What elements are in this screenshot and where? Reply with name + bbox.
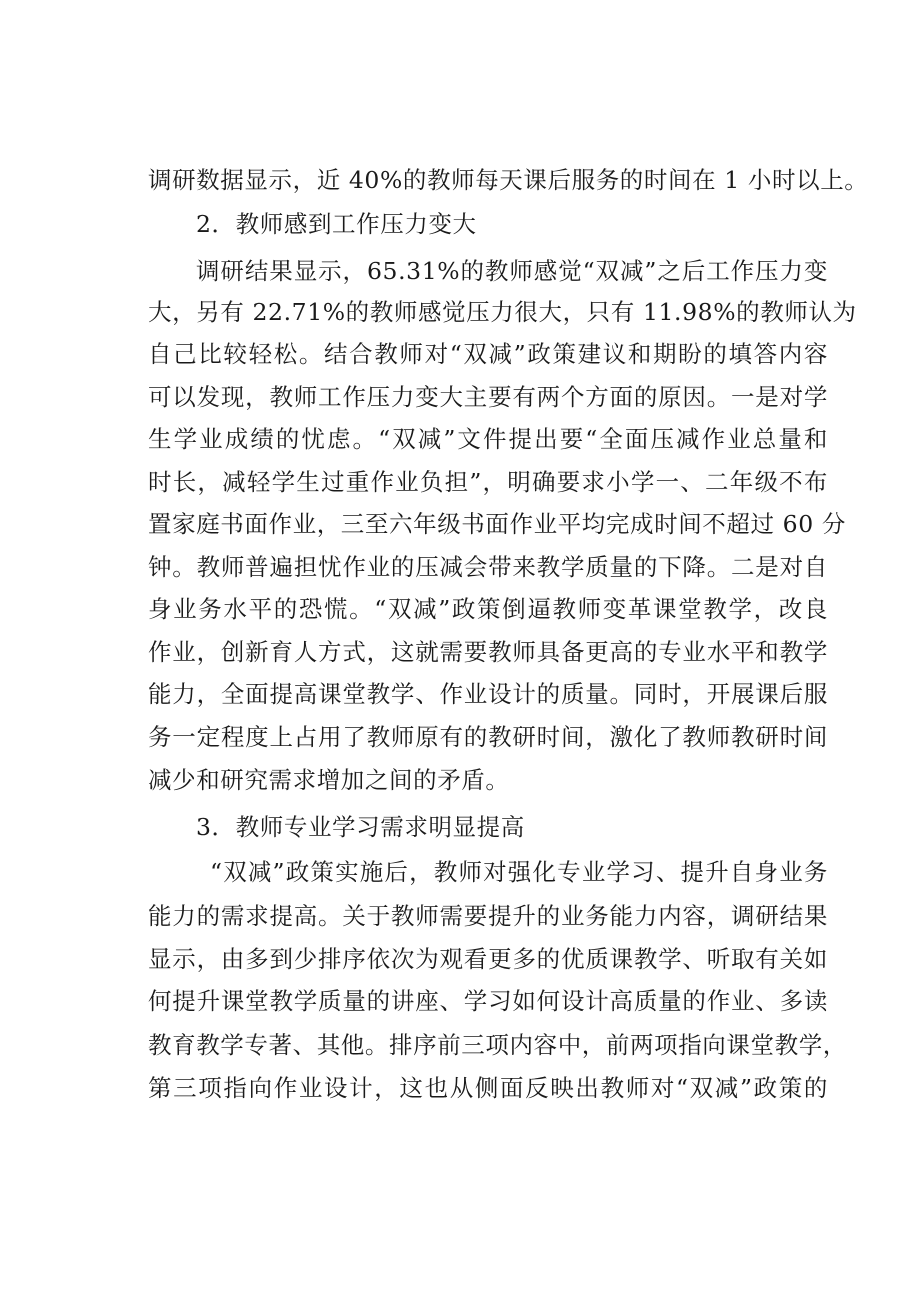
paragraph-line: 能力，全面提高课堂教学、作业设计的质量。同时，开展课后服 <box>148 680 828 708</box>
section-heading-3: 3．教师专业学习需求明显提高 <box>196 813 525 841</box>
paragraph-line: 务一定程度上占用了教师原有的教研时间，激化了教师教研时间 <box>148 723 828 751</box>
paragraph-line: 减少和研究需求增加之间的矛盾。 <box>148 766 510 794</box>
paragraph-line: 第三项指向作业设计，这也从侧面反映出教师对“双减”政策的 <box>148 1074 828 1102</box>
paragraph-line: 置家庭书面作业，三至六年级书面作业平均完成时间不超过 60 分 <box>148 510 846 538</box>
paragraph-line: “双减”政策实施后，教师对强化专业学习、提升自身业务 <box>210 858 828 886</box>
paragraph-line: 身业务水平的恐慌。“双减”政策倒逼教师变革课堂教学，改良 <box>148 595 828 623</box>
paragraph-line: 显示，由多到少排序依次为观看更多的优质课教学、听取有关如 <box>148 945 828 973</box>
paragraph-line: 钟。教师普遍担忧作业的压减会带来教学质量的下降。二是对自 <box>148 553 828 581</box>
paragraph-line: 何提升课堂教学质量的讲座、学习如何设计高质量的作业、多读 <box>148 987 828 1015</box>
section-heading-2: 2．教师感到工作压力变大 <box>196 210 477 238</box>
paragraph-line: 大，另有 22.71%的教师感觉压力很大，只有 11.98%的教师认为 <box>148 298 857 326</box>
paragraph-line: 可以发现，教师工作压力变大主要有两个方面的原因。一是对学 <box>148 383 828 411</box>
paragraph-line: 调研结果显示，65.31%的教师感觉“双减”之后工作压力变 <box>196 257 828 285</box>
paragraph-line: 能力的需求提高。关于教师需要提升的业务能力内容，调研结果 <box>148 902 828 930</box>
paragraph-line: 生学业成绩的忧虑。“双减”文件提出要“全面压减作业总量和 <box>148 425 828 453</box>
paragraph-line: 时长，减轻学生过重作业负担”，明确要求小学一、二年级不布 <box>148 468 828 496</box>
paragraph-line: 作业，创新育人方式，这就需要教师具备更高的专业水平和教学 <box>148 638 828 666</box>
paragraph-line: 自己比较轻松。结合教师对“双减”政策建议和期盼的填答内容 <box>148 340 828 368</box>
paragraph-line: 教育教学专著、其他。排序前三项内容中，前两项指向课堂教学， <box>148 1031 847 1059</box>
paragraph-line: 调研数据显示，近 40%的教师每天课后服务的时间在 1 小时以上。 <box>148 166 869 194</box>
